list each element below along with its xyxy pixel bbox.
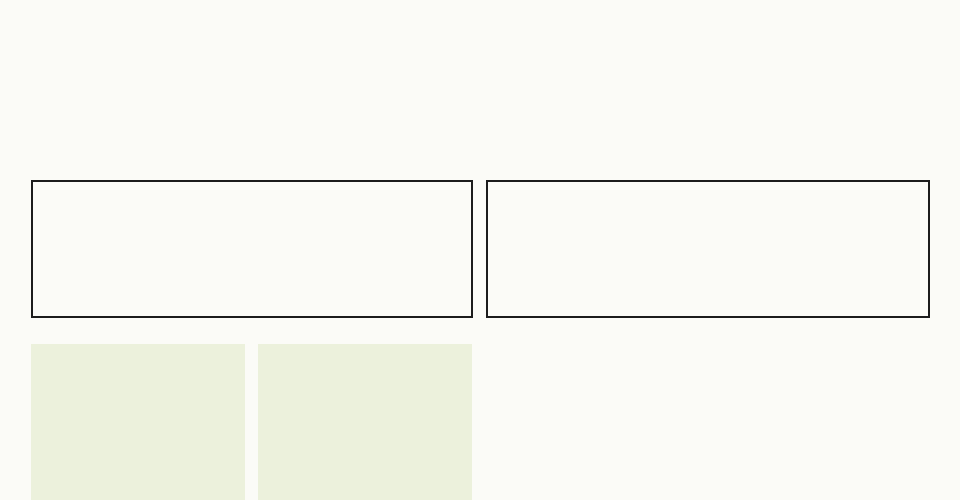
military-recruits-photo[interactable] [486,344,930,500]
croche-story-box[interactable] [31,180,473,318]
sesau-story[interactable] [258,344,472,500]
aposentados-story[interactable] [31,344,245,500]
prefeitura-story-box[interactable] [486,180,930,318]
recruits-illustration [486,344,930,500]
